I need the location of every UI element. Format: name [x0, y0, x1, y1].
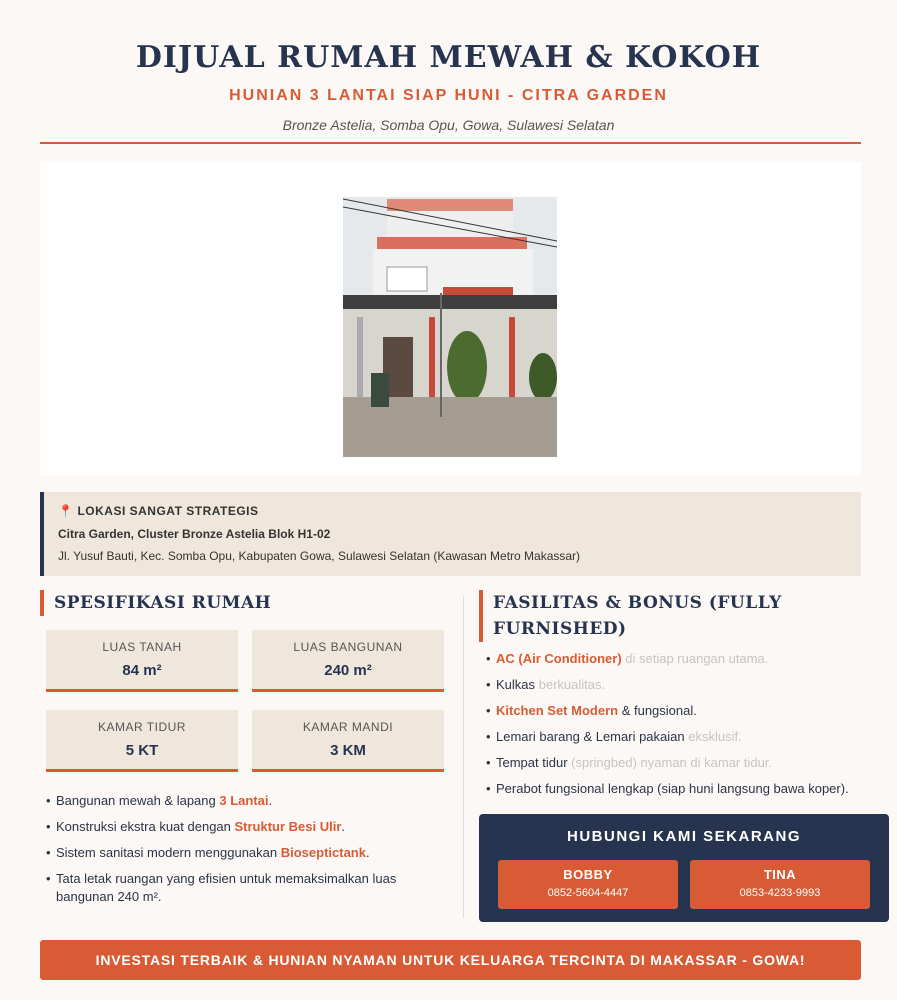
list-item: • AC (Air Conditioner) di setiap ruangan utama.	[486, 650, 891, 668]
header-address: Bronze Astelia, Somba Opu, Gowa, Sulawesi Selatan	[282, 117, 615, 133]
location-address: Jl. Yusuf Bauti, Kec. Somba Opu, Kabupaten Gowa, Sulawesi Selatan (Kawasan Metro Makassar)	[58, 549, 581, 563]
location-heading: 📍 LOKASI SANGAT STRATEGIS	[58, 504, 259, 518]
spec-card-land	[46, 630, 238, 692]
location-name: Citra Garden, Cluster Bronze Astelia Blok H1-02	[58, 527, 331, 541]
header	[0, 0, 897, 133]
list-item: • Tata letak ruangan yang efisien untuk memaksimalkan luas bangunan 240 m².	[46, 870, 441, 906]
contact-button-bobby[interactable]	[498, 860, 678, 909]
list-item: • Lemari barang & Lemari pakaian eksklusif.	[486, 728, 891, 746]
facilities-bullets	[486, 650, 891, 798]
page-title: DIJUAL RUMAH MEWAH & KOKOH	[135, 40, 762, 75]
agent-name: BOBBY	[563, 867, 613, 882]
list-item: • Konstruksi ekstra kuat dengan Struktur Besi Ulir.	[46, 818, 451, 836]
column-divider	[463, 596, 464, 918]
contact-panel	[479, 814, 889, 922]
agent-name: TINA	[763, 867, 797, 882]
list-item: • Bangunan mewah & lapang 3 Lantai.	[46, 792, 451, 810]
spec-label: LUAS TANAH	[102, 640, 182, 654]
agent-phone: 0853-4233-9993	[739, 887, 821, 899]
contact-button-tina[interactable]	[690, 860, 870, 909]
list-item: • Kitchen Set Modern & fungsional.	[486, 702, 891, 720]
specs-title: SPESIFIKASI RUMAH	[40, 590, 271, 616]
page-subtitle: HUNIAN 3 LANTAI SIAP HUNI - CITRA GARDEN	[229, 87, 668, 104]
facilities-title: FASILITAS & BONUS (FULLY FURNISHED)	[479, 590, 793, 642]
spec-value: 84 m²	[122, 662, 162, 679]
spec-value: 240 m²	[324, 662, 372, 679]
location-box	[40, 492, 861, 576]
footer-banner: INVESTASI TERBAIK & HUNIAN NYAMAN UNTUK KELUARGA TERCINTA DI MAKASSAR - GOWA!	[40, 940, 861, 980]
pin-icon: 📍	[58, 504, 74, 518]
list-item: • Sistem sanitasi modern menggunakan Bioseptictank.	[46, 844, 451, 862]
list-item: • Kulkas berkualitas.	[486, 676, 891, 694]
spec-value: 5 KT	[125, 742, 159, 759]
spec-label: KAMAR TIDUR	[98, 720, 186, 734]
spec-label: KAMAR MANDI	[302, 720, 394, 734]
spec-label: LUAS BANGUNAN	[293, 640, 403, 654]
spec-card-building	[252, 630, 444, 692]
spec-bullets	[46, 792, 451, 906]
spec-card-bathrooms	[252, 710, 444, 772]
list-item: • Tempat tidur (springbed) nyaman di kamar tidur.	[486, 754, 891, 772]
header-divider	[40, 142, 861, 144]
contact-title: HUBUNGI KAMI SEKARANG	[567, 828, 801, 845]
list-item: • Perabot fungsional lengkap (siap huni langsung bawa koper).	[486, 780, 891, 798]
spec-value: 3 KM	[330, 742, 366, 759]
spec-card-bedrooms	[46, 710, 238, 772]
house-photo	[343, 197, 557, 457]
agent-phone: 0852-5604-4447	[547, 887, 629, 899]
